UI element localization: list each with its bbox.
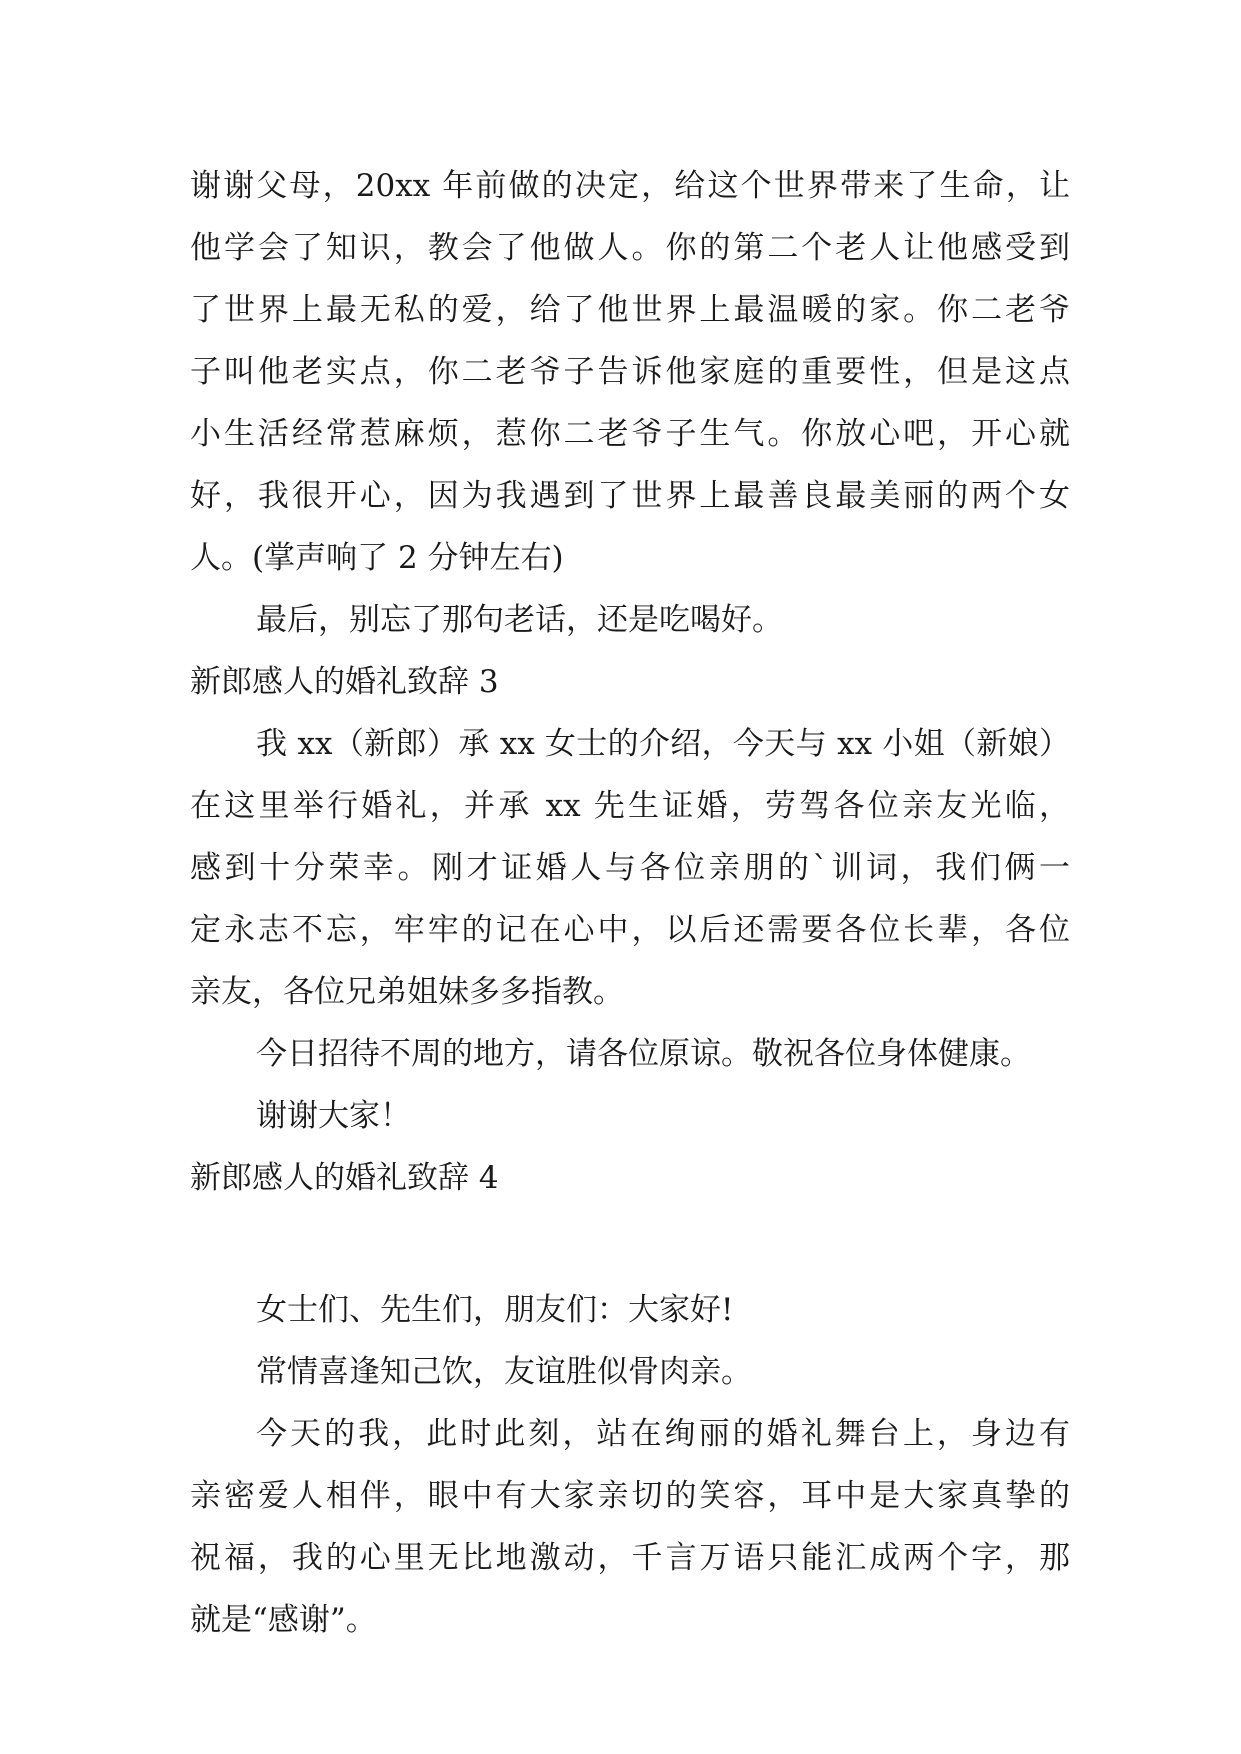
paragraph-line: 女士们、先生们，朋友们：大家好! bbox=[256, 1292, 734, 1328]
paragraph-line: 在这里举行婚礼，并承 xx 先生证婚，劳驾各位亲友光临， bbox=[190, 788, 1070, 824]
paragraph-line: 祝福，我的心里无比地激动，千言万语只能汇成两个字，那 bbox=[190, 1540, 1070, 1576]
paragraph-line: 子叫他老实点，你二老爷子告诉他家庭的重要性，但是这点 bbox=[190, 354, 1070, 390]
paragraph-line: 好，我很开心，因为我遇到了世界上最善良最美丽的两个女 bbox=[190, 478, 1070, 514]
paragraph-line: 今天的我，此时此刻，站在绚丽的婚礼舞台上，身边有 bbox=[256, 1416, 1070, 1452]
paragraph-line: 人。(掌声响了 2 分钟左右) bbox=[190, 540, 564, 576]
paragraph-line: 常情喜逢知己饮，友谊胜似骨肉亲。 bbox=[256, 1354, 752, 1390]
paragraph-line: 感到十分荣幸。刚才证婚人与各位亲朋的`训词，我们俩一 bbox=[190, 850, 1070, 886]
paragraph-line: 就是“感谢”。 bbox=[190, 1602, 377, 1638]
paragraph-line: 谢谢大家！ bbox=[256, 1098, 411, 1134]
paragraph-line: 了世界上最无私的爱，给了他世界上最温暖的家。你二老爷 bbox=[190, 292, 1070, 328]
paragraph-line: 他学会了知识，教会了他做人。你的第二个老人让他感受到 bbox=[190, 230, 1070, 266]
paragraph-line: 小生活经常惹麻烦，惹你二老爷子生气。你放心吧，开心就 bbox=[190, 416, 1070, 452]
paragraph-line: 亲友，各位兄弟姐妹多多指教。 bbox=[190, 974, 624, 1010]
section-heading: 新郎感人的婚礼致辞 3 bbox=[190, 664, 499, 700]
paragraph-line: 亲密爱人相伴，眼中有大家亲切的笑容，耳中是大家真挚的 bbox=[190, 1478, 1070, 1514]
paragraph-line: 最后，别忘了那句老话，还是吃喝好。 bbox=[256, 602, 783, 638]
paragraph-line: 今日招待不周的地方，请各位原谅。敬祝各位身体健康。 bbox=[256, 1036, 1031, 1072]
paragraph-line: 谢谢父母，20xx 年前做的决定，给这个世界带来了生命，让 bbox=[190, 168, 1070, 204]
paragraph-line: 我 xx（新郎）承 xx 女士的介绍，今天与 xx 小姐（新娘） bbox=[256, 726, 1070, 762]
section-heading: 新郎感人的婚礼致辞 4 bbox=[190, 1160, 499, 1196]
paragraph-line: 定永志不忘，牢牢的记在心中，以后还需要各位长辈，各位 bbox=[190, 912, 1070, 948]
